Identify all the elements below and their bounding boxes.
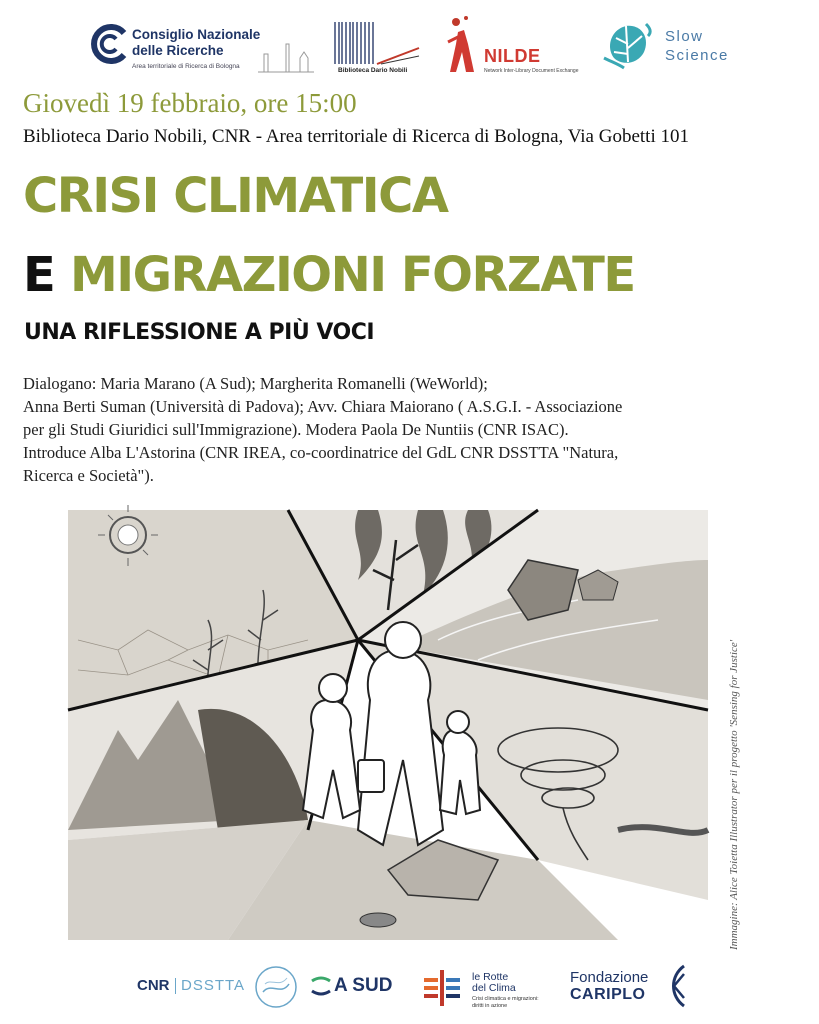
nilde-figure-icon (444, 14, 480, 76)
bologna-towers-icon (256, 40, 316, 74)
slow-science-line1: Slow (665, 28, 704, 45)
footer-rotte-sub1: Crisi climatica e migrazioni: (472, 996, 539, 1002)
nilde-subtitle: Network Inter-Library Document Exchange (484, 68, 579, 74)
event-subtitle: UNA RIFLESSIONE A PIÙ VOCI (24, 320, 375, 345)
biblioteca-barcode-icon (333, 20, 423, 66)
natura-ricerca-societa-logo-icon (253, 964, 299, 1010)
footer-cnr-divider (175, 978, 176, 994)
slow-science-leaf-icon (598, 18, 654, 72)
asud-emblem-icon (310, 975, 332, 997)
biblioteca-caption: Biblioteca Dario Nobili (338, 67, 408, 74)
climate-migration-illustration (58, 500, 718, 950)
illustration-credit: Immagine: Alice Toietta Illustrator per il progetto 'Sensing for Justice' (728, 639, 740, 950)
cnr-name-line1: Consiglio Nazionale (132, 27, 261, 42)
event-venue: Biblioteca Dario Nobili, CNR - Area territoriale di Ricerca di Bologna, Via Gobetti 101 (23, 126, 689, 147)
rotte-clima-emblem-icon (420, 966, 464, 1010)
footer-dsstta: DSSTTA (181, 977, 246, 994)
footer-rotte-sub2: diritti in azione (472, 1003, 508, 1009)
speakers-line: Introduce Alba L'Astorina (CNR IREA, co-coordinatrice del GdL CNR DSSTTA "Natura, (23, 443, 619, 462)
title-line2: MIGRAZIONI FORZATE (70, 247, 635, 303)
event-date: Giovedì 19 febbraio, ore 15:00 (23, 88, 357, 118)
footer-cnr: CNR (137, 977, 170, 994)
cnr-name-line2: delle Ricerche (132, 43, 224, 58)
cnr-area-subtitle: Area territoriale di Ricerca di Bologna (132, 63, 240, 70)
footer-fondazione: Fondazione (570, 969, 649, 986)
footer-cariplo: CARIPLO (570, 986, 646, 1003)
speakers-line: Ricerca e Società"). (23, 466, 154, 485)
cariplo-emblem-icon (664, 962, 690, 1010)
nilde-name: NILDE (484, 46, 541, 66)
cnr-emblem-icon (88, 23, 130, 65)
illustration-credit-container (728, 510, 752, 950)
title-line1: CRISI CLIMATICA (23, 168, 448, 224)
speakers-line: per gli Studi Giuridici sull'Immigrazione). Modera Paola De Nuntiis (CNR ISAC). (23, 420, 569, 439)
speakers-line: Anna Berti Suman (Università di Padova); Avv. Chiara Maiorano ( A.S.G.I. - Associazione (23, 397, 623, 416)
speakers-line: Dialogano: Maria Marano (A Sud); Margherita Romanelli (WeWorld); (23, 374, 488, 393)
footer-asud: A SUD (334, 975, 393, 996)
title-line2-prefix: E (23, 247, 55, 303)
speakers-paragraph (23, 372, 783, 487)
slow-science-line2: Science (665, 47, 729, 64)
footer-rotte-line1: le Rotte (472, 971, 509, 983)
floating-car (360, 913, 396, 927)
footer-rotte-line2: del Clima (472, 982, 516, 994)
cnr-name (132, 27, 260, 59)
